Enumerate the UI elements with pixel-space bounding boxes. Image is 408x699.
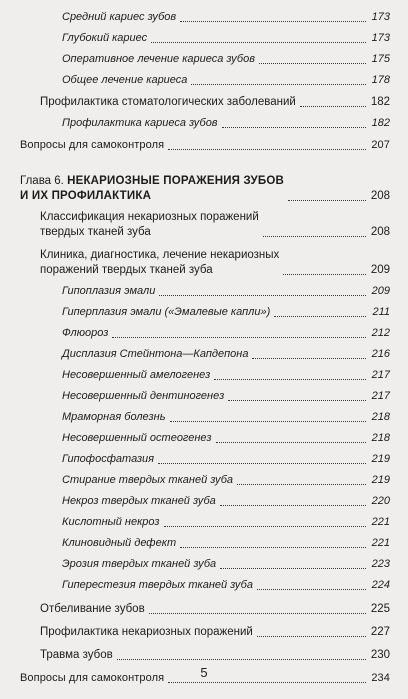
toc-entry	[20, 452, 390, 467]
toc-entry	[20, 578, 390, 593]
toc-entry-title: Флюороз	[62, 327, 109, 339]
toc-entry	[20, 210, 390, 240]
toc-leader-dots	[168, 149, 366, 150]
toc-leader-dots	[216, 442, 366, 443]
toc-entry-page: 220	[371, 495, 390, 507]
toc-entry	[20, 10, 390, 25]
toc-entry-page: 219	[371, 453, 390, 465]
toc-leader-dots	[164, 526, 367, 527]
toc-entry	[20, 326, 390, 341]
toc-entry	[20, 284, 390, 299]
toc-leader-dots	[168, 682, 366, 683]
toc-entry-page: 173	[371, 11, 390, 23]
toc-entry-title: Общее лечение кариеса	[62, 74, 188, 86]
toc-entry-page: 219	[371, 474, 390, 486]
toc-entry-page: 208	[370, 190, 390, 202]
toc-leader-dots	[222, 127, 366, 128]
toc-leader-dots	[214, 379, 366, 380]
toc-leader-dots	[300, 106, 366, 107]
toc-leader-dots	[228, 400, 366, 401]
toc-entry-title: Мраморная болезнь	[62, 411, 166, 423]
toc-leader-dots	[149, 613, 366, 614]
toc-entry-title	[40, 248, 281, 278]
toc-entry-title: Оперативное лечение кариеса зубов	[62, 53, 255, 65]
toc-entry	[20, 305, 390, 320]
toc-entry-page: 212	[371, 327, 390, 339]
toc-entry	[20, 494, 390, 509]
toc-leader-dots	[151, 42, 366, 43]
toc-entry-title: Профилактика стоматологических заболеваний	[40, 96, 296, 108]
toc-leader-dots	[158, 463, 366, 464]
toc-leader-dots	[288, 200, 366, 201]
toc-entry-title: Несовершенный амелогенез	[62, 369, 211, 381]
toc-leader-dots	[252, 358, 366, 359]
toc-leader-dots	[159, 295, 366, 296]
toc-entry	[20, 52, 390, 67]
toc-entry-page: 209	[370, 264, 390, 276]
toc-entry-page: 234	[371, 672, 390, 684]
toc-entry-title: Некроз твердых тканей зуба	[62, 495, 216, 507]
toc-entry	[20, 248, 390, 278]
toc-entry	[20, 116, 390, 131]
toc-entry	[20, 95, 390, 110]
toc-entry-page: 178	[371, 74, 390, 86]
toc-entry	[20, 410, 390, 425]
page-number: 5	[200, 665, 208, 680]
toc-leader-dots	[263, 236, 366, 237]
toc-leader-dots	[220, 505, 366, 506]
toc-entry-page: 182	[371, 117, 390, 129]
toc-entry-page: 218	[371, 411, 390, 423]
toc-entry-title-line2: поражений твердых тканей зуба	[40, 264, 213, 276]
toc-leader-dots	[237, 484, 366, 485]
toc-entry-page: 216	[371, 348, 390, 360]
toc-entry-title: Дисплазия Стейнтона—Капдепона	[62, 348, 249, 360]
toc-entry-title: Профилактика кариеса зубов	[62, 117, 218, 129]
toc-entry-page: 173	[371, 32, 390, 44]
toc-entry-title-line2: твердых тканей зуба	[40, 226, 151, 238]
toc-leader-dots	[283, 274, 366, 275]
toc-entry-title: Вопросы для самоконтроля	[20, 139, 165, 151]
toc-entry	[20, 515, 390, 530]
toc-entry	[20, 389, 390, 404]
toc-leader-dots	[274, 316, 366, 317]
toc-entry	[20, 648, 390, 663]
toc-entry	[20, 73, 390, 88]
toc-entry	[20, 431, 390, 446]
toc-entry-title: Эрозия твердых тканей зуба	[62, 558, 217, 570]
toc-entry-title: Профилактика некариозных поражений	[40, 626, 253, 638]
toc-entry-title: Гиперестезия твердых тканей зуба	[62, 579, 253, 591]
toc-entry	[20, 31, 390, 46]
toc-leader-dots	[180, 21, 366, 22]
toc-entry-page: 211	[372, 306, 390, 318]
toc-entry-title-line1: Клиника, диагностика, лечение некариозных	[40, 249, 280, 261]
toc-entry-title: Несовершенный остеогенез	[62, 432, 212, 444]
toc-entry-page: 208	[370, 226, 390, 238]
toc-entry-title: Вопросы для самоконтроля	[20, 672, 165, 684]
toc-entry-page: 223	[371, 558, 390, 570]
toc-entry-title: Отбеливание зубов	[40, 603, 145, 615]
toc-entry-page: 230	[370, 649, 390, 661]
toc-entry-title: Клиновидный дефект	[62, 537, 177, 549]
toc-entry	[20, 347, 390, 362]
toc-entry	[20, 557, 390, 572]
toc-entry-title	[40, 210, 261, 240]
toc-entry-page: 225	[370, 603, 390, 615]
toc-leader-dots	[257, 636, 366, 637]
toc-leader-dots	[180, 547, 366, 548]
toc-entry-page: 182	[370, 96, 390, 108]
chapter-title-line1: НЕКАРИОЗНЫЕ ПОРАЖЕНИЯ ЗУБОВ	[67, 175, 284, 187]
toc-leader-dots	[220, 568, 366, 569]
toc-chapter-entry	[20, 174, 390, 204]
toc-entry	[20, 536, 390, 551]
toc-leader-dots	[257, 589, 366, 590]
toc-entry-page: 217	[371, 390, 390, 402]
toc-entry	[20, 625, 390, 640]
chapter-title-line2: И ИХ ПРОФИЛАКТИКА	[20, 190, 152, 202]
toc-leader-dots	[191, 84, 366, 85]
table-of-contents	[20, 10, 390, 686]
toc-leader-dots	[117, 659, 366, 660]
toc-entry-title: Несовершенный дентиногенез	[62, 390, 225, 402]
chapter-heading	[20, 174, 286, 204]
toc-entry-page: 175	[371, 53, 390, 65]
toc-entry-title: Гиперплазия эмали («Эмалевые капли»)	[62, 306, 271, 318]
toc-entry-page: 221	[371, 516, 390, 528]
toc-entry-page: 221	[371, 537, 390, 549]
toc-entry-page: 218	[371, 432, 390, 444]
toc-leader-dots	[170, 421, 367, 422]
toc-leader-dots	[259, 63, 366, 64]
toc-entry-page: 207	[371, 139, 390, 151]
toc-entry-title: Гипоплазия эмали	[62, 285, 156, 297]
toc-entry-title: Глубокий кариес	[62, 32, 148, 44]
toc-entry-page: 209	[371, 285, 390, 297]
toc-entry	[20, 368, 390, 383]
toc-entry	[20, 138, 390, 153]
toc-entry-title-line1: Классификация некариозных поражений	[40, 211, 259, 223]
toc-entry-title: Средний кариес зубов	[62, 11, 177, 23]
toc-entry	[20, 473, 390, 488]
toc-entry-title: Кислотный некроз	[62, 516, 160, 528]
toc-entry-page: 227	[370, 626, 390, 638]
chapter-prefix: Глава 6.	[20, 175, 64, 187]
toc-entry-page: 217	[371, 369, 390, 381]
toc-leader-dots	[112, 337, 366, 338]
toc-entry-title: Гипофосфатазия	[62, 453, 155, 465]
toc-entry	[20, 602, 390, 617]
toc-entry-title: Стирание твердых тканей зуба	[62, 474, 234, 486]
toc-entry-title: Травма зубов	[40, 649, 113, 661]
toc-entry-page: 224	[371, 579, 390, 591]
